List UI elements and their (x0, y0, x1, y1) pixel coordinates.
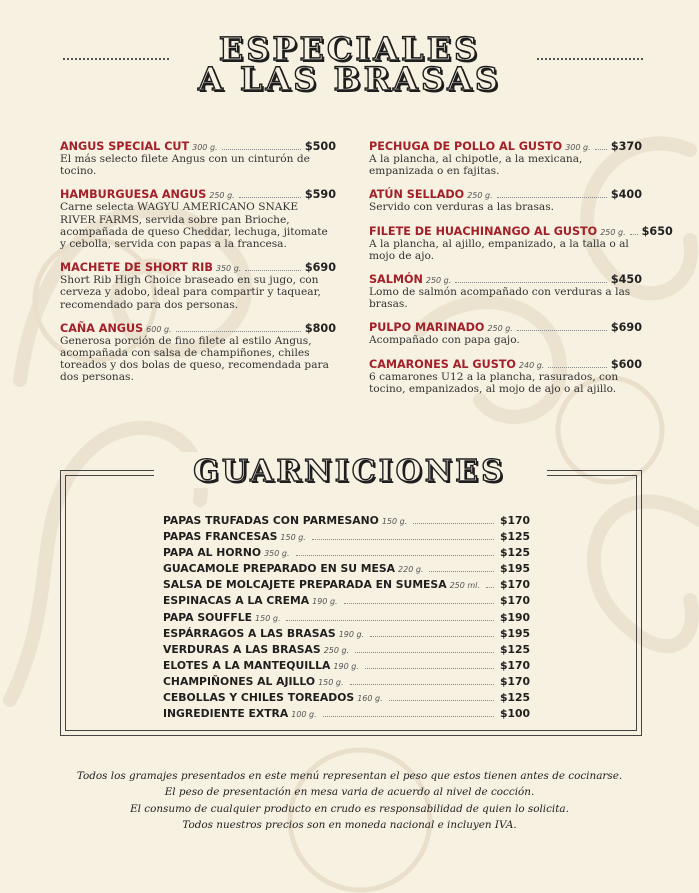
item-description: Carne selecta WAGYU AMERICANO SNAKE RIVER FARMS, servida sobre pan Brioche, acompañada de queso Cheddar, lechuga, jitomate y cebolla, servida con papas a la francesa. (60, 201, 328, 251)
item-weight: 250 g. (600, 227, 626, 237)
side-item (163, 707, 530, 723)
dot-leader (389, 700, 494, 701)
side-price: $170 (499, 578, 531, 592)
side-name: PAPAS FRANCESAS (163, 530, 278, 544)
side-name: PAPAS TRUFADAS CON PARMESANO (163, 514, 379, 527)
side-price: $125 (499, 530, 530, 544)
dot-leader (176, 331, 301, 332)
item-weight: 250 g. (425, 276, 452, 286)
side-weight: 220 g. (398, 565, 424, 575)
dot-leader (296, 555, 494, 556)
dot-leader (630, 234, 638, 235)
dot-leader (323, 716, 494, 717)
dot-leader (370, 636, 494, 637)
item-weight: 300 g. (192, 143, 218, 152)
side-price: $190 (499, 610, 530, 624)
dot-leader (355, 652, 494, 653)
side-name: CHAMPIÑONES AL AJILLO (163, 674, 316, 688)
item-name: HAMBURGUESA ANGUS (60, 188, 207, 202)
item-name: ATÚN SELLADO (369, 188, 465, 202)
item-price: $400 (610, 188, 642, 202)
side-price: $170 (499, 594, 530, 608)
item-description: El más selecto filete Angus con un cinturón de tocino. (60, 153, 310, 178)
dot-leader (413, 523, 494, 524)
item-price: $800 (304, 321, 336, 335)
side-price: $170 (499, 514, 530, 527)
side-weight: 250 ml. (449, 581, 480, 591)
footer-note: Todos los gramajes presentados en este menú representan el peso que estos tienen antes de cocinarse. (76, 770, 623, 782)
menu-item (369, 224, 673, 262)
item-price: $600 (610, 357, 642, 371)
side-price: $195 (499, 626, 530, 640)
item-weight: 250 g. (209, 191, 235, 201)
side-item (163, 691, 530, 707)
item-description: Acompañado con papa gajo. (369, 334, 520, 347)
menu-item (60, 188, 336, 250)
side-weight: 190 g. (338, 629, 365, 639)
side-item (163, 611, 530, 627)
side-price: $125 (499, 546, 530, 560)
side-weight: 350 g. (264, 549, 290, 559)
footer-note: El peso de presentación en mesa varia de acuerdo al nivel de cocción. (164, 786, 535, 799)
side-price: $170 (499, 674, 530, 688)
menu-item (60, 140, 336, 177)
side-item (163, 659, 530, 675)
item-description: Generosa porción de fino filete al estilo Angus, acompañada con salsa de champiñones, chiles toreados y dos bolas de queso, recomendada para dos personas. (60, 334, 329, 384)
item-price: $690 (610, 321, 642, 335)
side-item (163, 562, 530, 578)
side-name: PAPA AL HORNO (163, 546, 262, 560)
side-item (163, 514, 530, 530)
item-weight: 300 g. (565, 143, 591, 152)
page-title-line-1: ESPECIALES (218, 30, 481, 68)
side-price: $125 (499, 642, 530, 656)
side-name: CEBOLLAS Y CHILES TOREADOS (163, 691, 355, 705)
dot-leader (595, 149, 607, 150)
side-weight: 150 g. (280, 533, 306, 543)
item-name: CAMARONES AL GUSTO (369, 357, 516, 371)
dot-leader (365, 668, 494, 669)
item-price: $500 (304, 140, 336, 153)
menu-item (369, 321, 642, 346)
page-title (0, 30, 699, 98)
side-item (163, 675, 530, 691)
item-price: $450 (610, 273, 642, 287)
item-name: CAÑA ANGUS (60, 321, 144, 335)
menu-item (369, 140, 642, 177)
item-description: A la plancha, al chipotle, a la mexicana, empanizada o en fajitas. (369, 153, 583, 178)
side-weight: 150 g. (381, 517, 408, 526)
dot-leader (350, 684, 494, 685)
item-weight: 250 g. (467, 191, 493, 201)
side-name: SALSA DE MOLCAJETE PREPARADA EN SUMESA (163, 578, 447, 592)
item-description: Short Rib High Choice braseado en su jugo, con cerveza y adobo, ideal para compartir y taquear, recomendado para dos personas. (60, 274, 321, 311)
item-name: MACHETE DE SHORT RIB (60, 261, 213, 275)
item-weight: 600 g. (146, 324, 172, 334)
side-price: $170 (499, 658, 530, 672)
dot-leader (497, 197, 607, 198)
side-name: GUACAMOLE PREPARADO EN SU MESA (163, 562, 396, 576)
specials-column-left (60, 140, 336, 395)
item-description: 6 camarones U12 a la plancha, rasurados, con tocino, empanizados, al mojo de ajo o al ajillo. (369, 370, 619, 395)
item-price: $690 (304, 261, 336, 275)
specials-column-right (369, 140, 673, 406)
item-price: $370 (610, 140, 642, 153)
dot-leader (486, 587, 494, 588)
side-item (163, 578, 530, 594)
side-name: ESPINACAS A LA CREMA (163, 594, 310, 608)
side-name: ESPÁRRAGOS A LAS BRASAS (163, 626, 336, 640)
dot-leader (286, 620, 493, 621)
side-item (163, 546, 530, 562)
side-price: $100 (499, 707, 530, 721)
side-weight: 150 g. (318, 677, 344, 687)
dot-leader (222, 149, 301, 150)
item-weight: 240 g. (518, 360, 545, 370)
dot-leader (455, 282, 607, 283)
menu-item (60, 322, 336, 384)
side-weight: 160 g. (357, 694, 383, 704)
item-name: FILETE DE HUACHINANGO AL GUSTO (369, 224, 598, 238)
side-name: VERDURAS A LAS BRASAS (163, 642, 321, 656)
footer-note: El consumo de cualquier producto en crudo es responsabilidad de quien lo solicita. (130, 802, 569, 815)
side-weight: 150 g. (255, 613, 281, 623)
page-title-line-2: A LAS BRASAS (197, 60, 502, 98)
side-price: $125 (499, 691, 530, 705)
item-name: PECHUGA DE POLLO AL GUSTO (369, 140, 563, 153)
item-price: $650 (641, 224, 673, 238)
dot-leader (548, 367, 607, 368)
footer-note: Todos nuestros precios son en moneda nacional e incluyen IVA. (182, 818, 517, 831)
menu-item (369, 188, 642, 213)
item-weight: 350 g. (215, 264, 242, 274)
dot-leader (245, 270, 301, 271)
menu-item (369, 273, 642, 310)
dot-leader (429, 571, 493, 572)
side-weight: 100 g. (291, 710, 317, 720)
dot-leader (239, 197, 301, 198)
side-item (163, 594, 530, 610)
side-price: $195 (499, 562, 530, 576)
footer-notes (0, 768, 699, 833)
side-item (163, 643, 530, 659)
side-name: INGREDIENTE EXTRA (163, 707, 289, 721)
dot-leader (312, 539, 494, 540)
dot-leader (517, 330, 607, 331)
side-name: ELOTES A LA MANTEQUILLA (163, 658, 331, 672)
side-item (163, 530, 530, 546)
item-price: $590 (304, 188, 336, 202)
side-weight: 190 g. (333, 661, 359, 671)
side-name: PAPA SOUFFLE (163, 610, 253, 624)
sides-title: GUARNICIONES (193, 454, 506, 489)
item-description: Servido con verduras a las brasas. (369, 201, 555, 214)
item-description: A la plancha, al ajillo, empanizado, a la talla o al mojo de ajo. (369, 237, 629, 262)
side-weight: 250 g. (323, 645, 350, 655)
item-name: SALMÓN (369, 273, 423, 287)
item-name: ANGUS SPECIAL CUT (60, 140, 190, 153)
menu-item (369, 358, 642, 395)
item-weight: 250 g. (487, 324, 513, 334)
item-description: Lomo de salmón acompañado con verduras a las brasas. (369, 286, 631, 311)
item-name: PULPO MARINADO (369, 321, 485, 335)
side-item (163, 627, 530, 643)
side-weight: 190 g. (312, 597, 338, 607)
sides-list (163, 514, 530, 723)
dot-leader (344, 603, 494, 604)
menu-item (60, 261, 336, 311)
